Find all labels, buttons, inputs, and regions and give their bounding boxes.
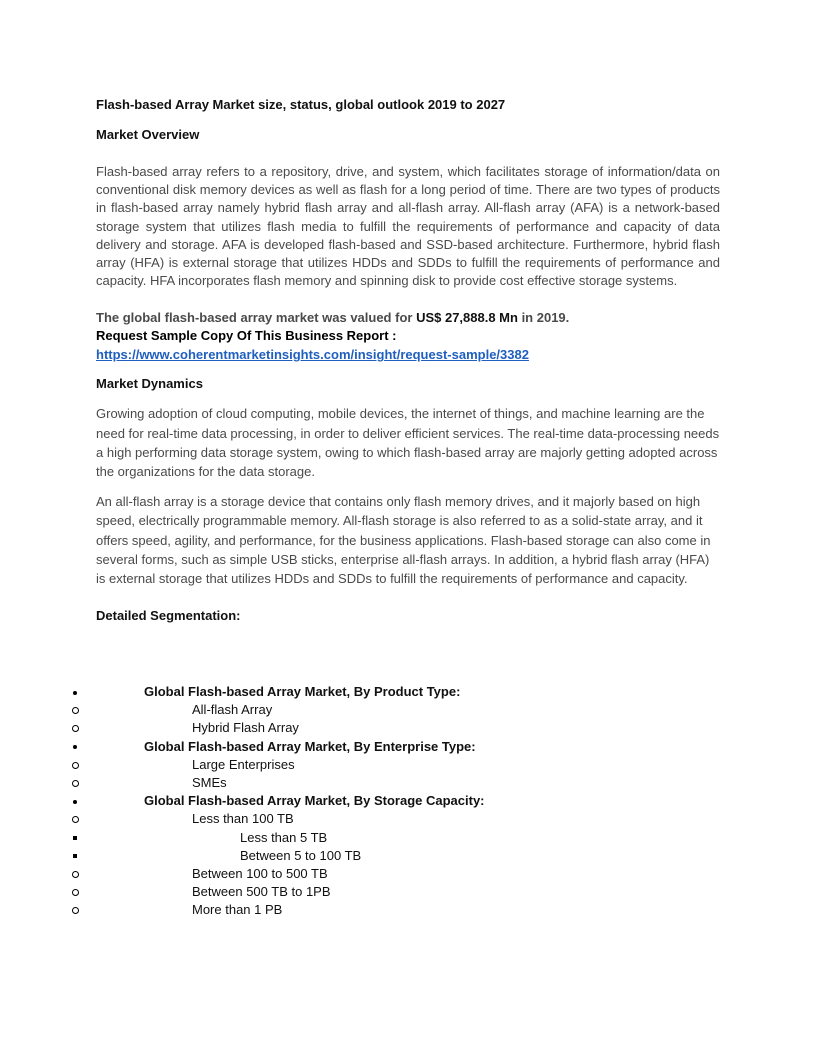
segment-item-label: Between 500 TB to 1PB xyxy=(192,884,331,900)
market-value-suffix: in 2019. xyxy=(517,310,570,326)
segment-item xyxy=(0,774,816,792)
detailed-segmentation-heading: Detailed Segmentation: xyxy=(96,608,241,624)
bullet-disc-icon xyxy=(72,792,82,810)
segment-item xyxy=(0,683,816,701)
segment-item xyxy=(0,792,816,810)
bullet-circle-icon xyxy=(72,701,82,719)
segment-item-label: Hybrid Flash Array xyxy=(192,720,299,736)
bullet-circle-icon xyxy=(72,865,82,883)
market-value-statement xyxy=(96,309,720,327)
bullet-disc-icon xyxy=(72,683,82,701)
segment-item xyxy=(0,865,816,883)
market-overview-heading: Market Overview xyxy=(96,127,200,142)
market-dynamics-paragraph-1: Growing adoption of cloud computing, mobile devices, the internet of things, and machine learning are the need for real-time data processing, in order to deliver efficient services. The real-time data-processing needs a high performing data storage system, owing to which flash-based array are majorly getting adopted across the organizations for the data storage. xyxy=(96,406,720,480)
market-dynamics-paragraph-2: An all-flash array is a storage device that contains only flash memory drives, and it majorly based on high speed, electrically programmable memory. All-flash storage is also referred to as a solid-state array, and it offers speed, agility, and performance, for the business applications. Flash-based storage can also come in several forms, such as simple USB sticks, enterprise all-flash arrays. In addition, a hybrid flash array (HFA) is external storage that utilizes HDDs and SDDs to fulfill the requirements of performance and capacity. xyxy=(96,494,711,587)
bullet-disc-icon xyxy=(72,738,82,756)
segment-item-label: All-flash Array xyxy=(192,702,273,718)
segment-item xyxy=(0,883,816,901)
bullet-circle-icon xyxy=(72,810,82,828)
segment-item xyxy=(0,829,816,847)
request-sample-link[interactable]: https://www.coherentmarketinsights.com/insight/request-sample/3382 xyxy=(96,347,529,363)
segment-item-label: Global Flash-based Array Market, By Enterprise Type: xyxy=(144,738,476,754)
segment-item xyxy=(0,810,816,828)
market-dynamics-heading: Market Dynamics xyxy=(96,376,203,392)
bullet-circle-icon xyxy=(72,774,82,792)
segment-item-label: Between 100 to 500 TB xyxy=(192,865,328,881)
bullet-circle-icon xyxy=(72,719,82,737)
market-overview-paragraph: Flash-based array refers to a repository, drive, and system, which facilitates storage of information/data on conventional disk memory devices as well as flash for a long period of time. There are two types of products in flash-based array namely hybrid flash array and all-flash array. All-flash array (AFA) is a network-based storage system that utilizes flash media to fulfill the requirements of performance and capacity of data delivery and storage. AFA is developed flash-based and SSD-based architecture. Furthermore, hybrid flash array (HFA) is external storage that utilizes HDDs and SDDs to fulfill the requirements of performance and capacity. HFA incorporates flash memory and spinning disk to provide cost effective storage systems. xyxy=(96,164,720,289)
segment-item-label: Less than 100 TB xyxy=(192,811,294,827)
segment-item xyxy=(0,756,816,774)
segment-item-label: Between 5 to 100 TB xyxy=(240,847,362,863)
segment-item-label: Global Flash-based Array Market, By Storage Capacity: xyxy=(144,793,485,809)
document-title: Flash-based Array Market size, status, global outlook 2019 to 2027 xyxy=(96,97,506,112)
segment-item-label: More than 1 PB xyxy=(192,902,283,918)
document-body xyxy=(96,96,720,625)
segment-item-label: SMEs xyxy=(192,774,227,790)
market-value-amount: US$ 27,888.8 Mn xyxy=(416,310,518,326)
bullet-square-icon xyxy=(72,829,82,847)
segment-item xyxy=(0,701,816,719)
segment-item-label: Large Enterprises xyxy=(192,756,295,772)
segment-item xyxy=(0,738,816,756)
segment-item xyxy=(0,719,816,737)
segment-item xyxy=(0,847,816,865)
bullet-circle-icon xyxy=(72,901,82,919)
segment-item-label: Less than 5 TB xyxy=(240,829,328,845)
segment-item-label: Global Flash-based Array Market, By Product Type: xyxy=(144,684,461,699)
market-value-prefix: The global flash-based array market was valued for xyxy=(96,310,417,326)
bullet-circle-icon xyxy=(72,883,82,901)
bullet-circle-icon xyxy=(72,756,82,774)
bullet-square-icon xyxy=(72,847,82,865)
segment-item xyxy=(0,901,816,919)
segmentation-list xyxy=(0,683,816,919)
request-sample-label: Request Sample Copy Of This Business Report : xyxy=(96,328,397,344)
